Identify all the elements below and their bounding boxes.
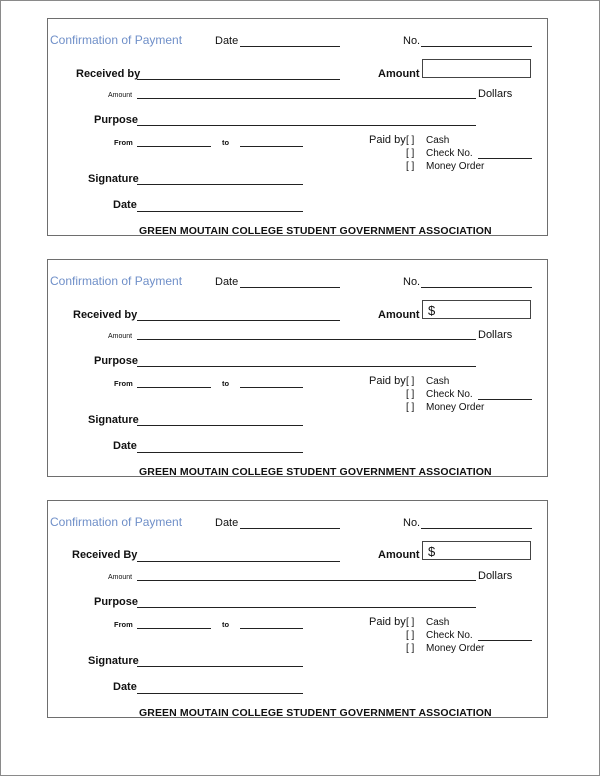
amount-words-label: Amount	[108, 92, 133, 99]
footer-org: GREEN MOUTAIN COLLEGE STUDENT GOVERNMENT ASSOCIATION	[139, 466, 492, 478]
money-order-checkbox[interactable]: [ ]	[406, 643, 415, 654]
purpose-field[interactable]	[137, 607, 476, 608]
receipt-1	[47, 18, 548, 236]
date2-field[interactable]	[137, 693, 303, 694]
dollars-label: Dollars	[478, 570, 513, 582]
received-by-label: Received by	[73, 309, 138, 321]
check-label: Check No.	[426, 389, 473, 400]
from-label: From	[114, 379, 133, 388]
date-label: Date	[215, 276, 239, 288]
paid-by-label: Paid by	[369, 616, 406, 628]
number-label: No.	[403, 35, 421, 47]
money-order-checkbox[interactable]: [ ]	[406, 402, 415, 413]
date-label: Date	[215, 35, 239, 47]
receipt-3	[47, 500, 548, 718]
check-checkbox[interactable]: [ ]	[406, 389, 415, 400]
to-field[interactable]	[240, 387, 303, 388]
amount-value: $	[428, 303, 436, 318]
purpose-field[interactable]	[137, 125, 476, 126]
number-label: No.	[403, 276, 421, 288]
amount-words-label: Amount	[108, 333, 133, 340]
check-label: Check No.	[426, 630, 473, 641]
received-by-field[interactable]	[137, 561, 340, 562]
from-field[interactable]	[137, 628, 211, 629]
from-field[interactable]	[137, 387, 211, 388]
check-number-field[interactable]	[478, 399, 532, 400]
from-label: From	[114, 138, 133, 147]
to-field[interactable]	[240, 146, 303, 147]
cash-checkbox[interactable]: [ ]	[406, 617, 415, 628]
amount-words-field[interactable]	[137, 339, 476, 340]
paid-by-label: Paid by	[369, 375, 406, 387]
received-by-field[interactable]	[137, 79, 340, 80]
to-label: to	[222, 379, 230, 388]
cash-label: Cash	[426, 135, 450, 146]
receipt-2	[47, 259, 548, 477]
date2-label: Date	[113, 199, 137, 211]
date-field[interactable]	[240, 528, 340, 529]
to-label: to	[222, 620, 230, 629]
amount-box[interactable]	[422, 541, 531, 560]
purpose-label: Purpose	[94, 355, 139, 367]
date2-field[interactable]	[137, 452, 303, 453]
number-field[interactable]	[421, 287, 532, 288]
date-label: Date	[215, 517, 239, 529]
date2-label: Date	[113, 440, 137, 452]
number-field[interactable]	[421, 528, 532, 529]
cash-label: Cash	[426, 617, 450, 628]
from-field[interactable]	[137, 146, 211, 147]
to-label: to	[222, 138, 230, 147]
check-label: Check No.	[426, 148, 473, 159]
amount-label: Amount	[378, 68, 420, 80]
date2-label: Date	[113, 681, 137, 693]
purpose-field[interactable]	[137, 366, 476, 367]
amount-words-field[interactable]	[137, 98, 476, 99]
number-label: No.	[403, 517, 421, 529]
signature-field[interactable]	[137, 425, 303, 426]
money-order-label: Money Order	[426, 161, 485, 172]
received-by-field[interactable]	[137, 320, 340, 321]
amount-box[interactable]	[422, 300, 531, 319]
to-field[interactable]	[240, 628, 303, 629]
amount-label: Amount	[378, 549, 420, 561]
amount-value: $	[428, 544, 436, 559]
received-by-label: Received by	[76, 68, 141, 80]
receipt-title: Confirmation of Payment	[50, 274, 183, 288]
date2-field[interactable]	[137, 211, 303, 212]
receipt-title: Confirmation of Payment	[50, 515, 183, 529]
check-checkbox[interactable]: [ ]	[406, 630, 415, 641]
amount-words-field[interactable]	[137, 580, 476, 581]
from-label: From	[114, 620, 133, 629]
number-field[interactable]	[421, 46, 532, 47]
amount-box[interactable]	[422, 59, 531, 78]
dollars-label: Dollars	[478, 88, 513, 100]
signature-field[interactable]	[137, 666, 303, 667]
amount-words-label: Amount	[108, 574, 133, 581]
purpose-label: Purpose	[94, 596, 139, 608]
money-order-label: Money Order	[426, 643, 485, 654]
receipt-title: Confirmation of Payment	[50, 33, 183, 47]
signature-field[interactable]	[137, 184, 303, 185]
signature-label: Signature	[88, 414, 139, 426]
dollars-label: Dollars	[478, 329, 513, 341]
date-field[interactable]	[240, 46, 340, 47]
cash-checkbox[interactable]: [ ]	[406, 376, 415, 387]
paid-by-label: Paid by	[369, 134, 406, 146]
cash-label: Cash	[426, 376, 450, 387]
purpose-label: Purpose	[94, 114, 139, 126]
footer-org: GREEN MOUTAIN COLLEGE STUDENT GOVERNMENT ASSOCIATION	[139, 707, 492, 719]
received-by-label: Received By	[72, 549, 138, 561]
signature-label: Signature	[88, 173, 139, 185]
signature-label: Signature	[88, 655, 139, 667]
check-number-field[interactable]	[478, 640, 532, 641]
check-checkbox[interactable]: [ ]	[406, 148, 415, 159]
cash-checkbox[interactable]: [ ]	[406, 135, 415, 146]
amount-label: Amount	[378, 309, 420, 321]
footer-org: GREEN MOUTAIN COLLEGE STUDENT GOVERNMENT ASSOCIATION	[139, 225, 492, 237]
money-order-checkbox[interactable]: [ ]	[406, 161, 415, 172]
date-field[interactable]	[240, 287, 340, 288]
money-order-label: Money Order	[426, 402, 485, 413]
check-number-field[interactable]	[478, 158, 532, 159]
